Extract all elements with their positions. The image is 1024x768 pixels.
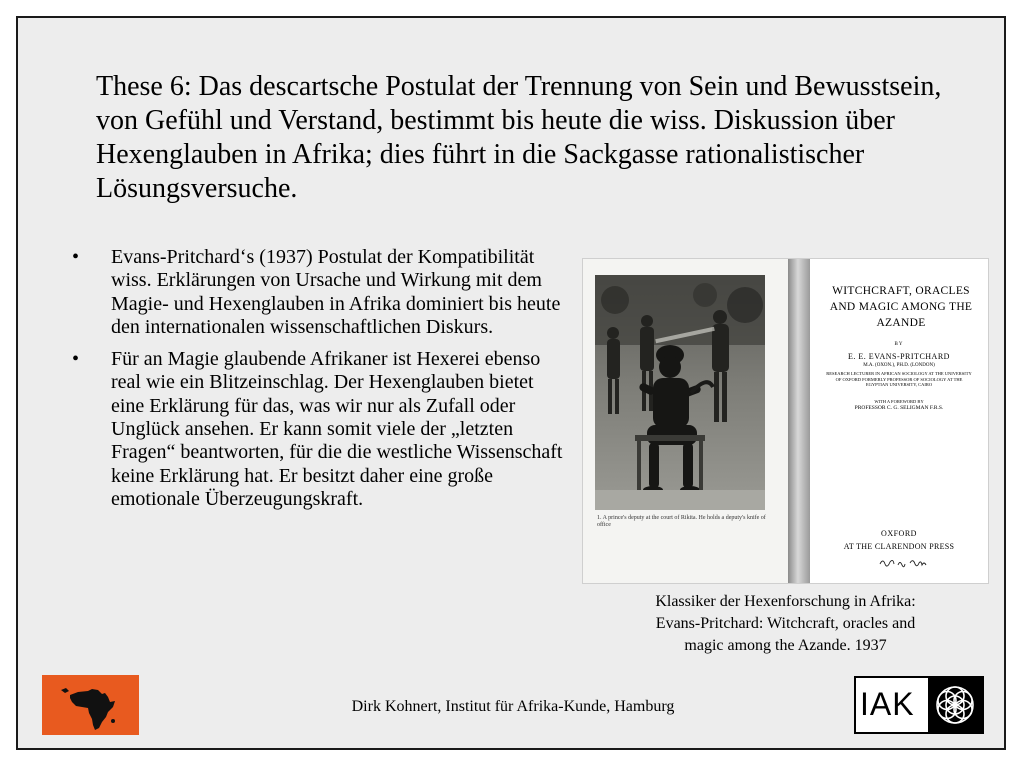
figure-caption-line: magic among the Azande. 1937 [684,637,887,654]
footer-credit: Dirk Kohnert, Institut für Afrika-Kunde, Hamburg [351,698,675,715]
handwritten-note [850,555,950,569]
bullet-marker: • [72,246,80,268]
figure-caption-line: Klassiker der Hexenforschung in Afrika: [655,593,916,610]
frontispiece-photo [595,275,765,510]
figure-caption-line: Evans-Pritchard: Witchcraft, oracles and [655,615,916,632]
bullet-text: Evans-Pritchard‘s (1937) Postulat der Kompatibilität wiss. Erklärungen von Ursache und Wirkung mit dem Magie- und Hexenglauben in Afrika dominiert bis heute den internationalen wissenschaftlichen Diskurs. [111,246,561,338]
overlapping-circles-logo [928,678,982,732]
book-place: OXFORD [881,529,917,538]
book-degrees: M.A. (OXON.), PH.D. (LONDON) [863,363,935,368]
bullet-list [68,246,568,520]
bullet-item [68,246,568,339]
book-scan-image [583,259,988,583]
book-publisher: AT THE CLARENDON PRESS [843,542,955,551]
bullet-item [68,348,568,511]
iak-logo [854,676,984,734]
slide-title: These 6: Das descartsche Postulat der Trennung von Sein und Bewusstsein, von Gefühl und Verstand, bestimmt bis heute die wiss. Diskussion über Hexenglauben in Afrika; dies führt in die Sackgasse rationalistischer Lösungsversuche. [96,71,942,204]
book-foreword: PROFESSOR C. G. SELIGMAN F.R.S. [854,405,944,411]
title-page [810,259,988,583]
book-foreword-label: WITH A FOREWORD BY [874,399,924,404]
photo-caption: 1. A prince's deputy at the court of Rikita. He holds a deputy's knife of office [597,515,766,528]
bullet-text: Für an Magie glaubende Afrikaner ist Hexerei ebenso real wie ein Blitzeinschlag. Der Hexenglauben bietet eine Erklärung für das, was wir nur als Zufall oder Unglück ansehen. Er kann somit viele der „letzten Fragen“ beantworten, für die die westliche Wissenschaft keine Erklärung hat. Er besitzt daher eine große emotionale Überzeugungskraft. [111,348,563,510]
iak-logo-text: IAK [860,686,915,722]
book-title: WITCHCRAFT, ORACLES AND MAGIC AMONG THE AZANDE [829,285,973,329]
book-spine [788,259,810,583]
book-affiliation: RESEARCH LECTURER IN AFRICAN SOCIOLOGY AT THE UNIVERSITY OF OXFORD FORMERLY PROFESSOR OF SOCIOLOGY AT THE EGYPTIAN UNIVERSITY, CAIRO [826,371,972,387]
frontispiece-page [583,259,788,583]
book-author: E. E. EVANS-PRITCHARD [848,352,950,361]
bullet-marker: • [72,348,80,371]
slide [16,16,1006,750]
book-by: BY [894,342,904,347]
figure-caption [583,591,988,657]
